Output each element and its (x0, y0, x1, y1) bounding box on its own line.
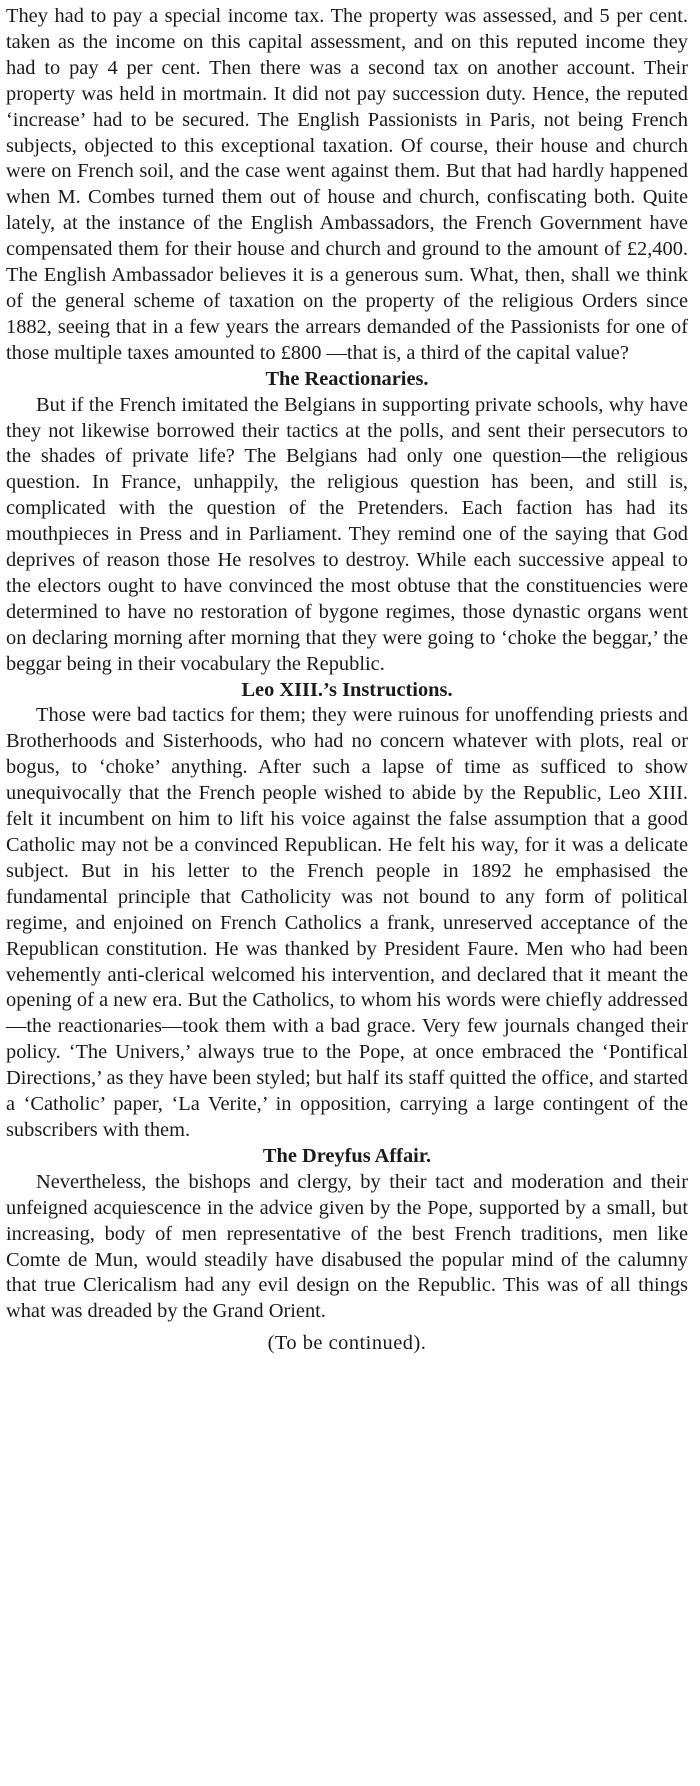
article-page (6, 4, 688, 1357)
section-heading-dreyfus: The Dreyfus Affair. (262, 1144, 432, 1167)
section-heading-leo-xiii: Leo XIII.’s Instructions. (241, 678, 453, 701)
section-heading-reactionaries: The Reactionaries. (265, 367, 429, 390)
continued-note: (To be continued). (267, 1332, 427, 1355)
section-paragraph-leo-xiii: Those were bad tactics for them; they were ruinous for unoffending priests and Brotherhoods and Sisterhoods, who had no concern whatever with plots, real or bogus, to ‘choke’ anything. After such a lapse of time as sufficed to show unequivocally that the French people wished to abide by the Republic, Leo XIII. felt it incumbent on him to lift his voice against the false assumption that a good Catholic may not be a convinced Republican. He felt his way, for it was a delicate subject. But in his letter to the French people in 1892 he emphasised the fundamental principle that Catholicity was not bound to any form of political regime, and enjoined on French Catholics a frank, unreserved acceptance of the Republican constitution. He was thanked by President Faure. Men who had been vehemently anti-clerical welcomed his intervention, and declared that it meant the opening of a new era. But the Catholics, to whom his words were chiefly addressed—the reactionaries—took them with a bad grace. Very few journals changed their policy. ‘The Univers,’ always true to the Pope, at once embraced the ‘Pontifical Directions,’ as they have been styled; but half its staff quitted the office, and started a ‘Catholic’ paper, ‘La Verite,’ in opposition, carrying a large contingent of the subscribers with them. (6, 704, 688, 1141)
section-paragraph-dreyfus: Nevertheless, the bishops and clergy, by their tact and moderation and their unfeigned acquiescence in the advice given by the Pope, supported by a small, but increasing, body of men representative of the best French traditions, men like Comte de Mun, would steadily have disabused the popular mind of the calumny that true Clericalism had any evil design on the Republic. This was of all things what was dreaded by the Grand Orient. (6, 1170, 688, 1323)
intro-paragraph: They had to pay a special income tax. The property was assessed, and 5 per cent. taken as the income on this capital assessment, and on this reputed income they had to pay 4 per cent. Then there was a second tax on another account. Their property was held in mortmain. It did not pay succession duty. Hence, the reputed ‘increase’ had to be secured. The English Passionists in Paris, not being French subjects, objected to this exceptional taxation. Of course, their house and church were on French soil, and the case went against them. But that had hardly happened when M. Combes turned them out of house and church, confiscating both. Quite lately, at the instance of the English Ambassadors, the French Government have compensated them for their house and church and ground to the amount of £2,400. The English Ambassador believes it is a generous sum. What, then, shall we think of the general scheme of taxation on the property of the religious Orders since 1882, seeing that in a few years the arrears demanded of the Passionists for one of those multiple taxes amounted to £800 —that is, a third of the capital value? (6, 5, 688, 364)
section-paragraph-reactionaries: But if the French imitated the Belgians in supporting private schools, why have they not likewise borrowed their tactics at the polls, and sent their persecutors to the shades of private life? The Belgians had only one question—the religious question. In France, unhappily, the religious question has been, and still is, complicated with the question of the Pretenders. Each faction has had its mouthpieces in Press and in Parliament. They remind one of the saying that God deprives of reason those He resolves to destroy. While each successive appeal to the electors ought to have convinced the most obtuse that the constituencies were determined to have no restoration of bygone regimes, those dynastic organs went on declaring morning after morning that they were going to ‘choke the beggar,’ the beggar being in their vocabulary the Republic. (6, 393, 688, 675)
